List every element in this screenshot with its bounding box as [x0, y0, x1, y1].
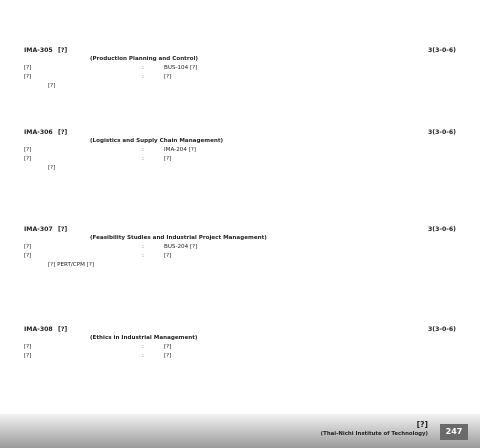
colon: : [142, 244, 144, 250]
prerequisite-row [24, 146, 456, 155]
corequisite-label: [?] [24, 253, 32, 259]
corequisite-row [24, 352, 456, 361]
prerequisite-value: BUS-104 [?] [164, 65, 198, 71]
prerequisite-label: [?] [24, 65, 32, 71]
course-code: IMA-308 [24, 326, 53, 333]
corequisite-value: [?] [164, 253, 172, 259]
institute-name-en: (Thai-Nichi Institute of Technology) [320, 431, 428, 437]
course-title-en: (Logistics and Supply Chain Management) [90, 138, 224, 144]
corequisite-value: [?] [164, 353, 172, 359]
colon: : [142, 147, 144, 153]
course-title-en: (Ethics in Industrial Management) [90, 335, 198, 341]
course-title-th: [?] [58, 226, 68, 233]
prerequisite-row [24, 343, 456, 352]
course-description: [?] [48, 83, 56, 89]
course-credits: 3(3-0-6) [427, 326, 456, 333]
course-header [24, 225, 456, 234]
course-code: IMA-305 [24, 47, 53, 54]
corequisite-label: [?] [24, 353, 32, 359]
course-header [24, 128, 456, 137]
course-block [24, 46, 456, 91]
corequisite-row [24, 155, 456, 164]
prerequisite-value: IMA-204 [?] [164, 147, 196, 153]
prerequisite-label: [?] [24, 344, 32, 350]
colon: : [142, 156, 144, 162]
course-credits: 3(3-0-6) [427, 129, 456, 136]
course-title-th: [?] [58, 47, 68, 54]
corequisite-label: [?] [24, 74, 32, 80]
course-credits: 3(3-0-6) [427, 47, 456, 54]
course-block [24, 325, 456, 361]
colon: : [142, 74, 144, 80]
colon: : [142, 65, 144, 71]
prerequisite-row [24, 243, 456, 252]
colon: : [142, 253, 144, 259]
corequisite-row [24, 252, 456, 261]
course-block [24, 225, 456, 270]
prerequisite-row [24, 64, 456, 73]
institute-name [321, 420, 428, 438]
corequisite-value: [?] [164, 156, 172, 162]
course-code: IMA-307 [24, 226, 53, 233]
course-description: [?] [48, 165, 56, 171]
prerequisite-label: [?] [24, 147, 32, 153]
corequisite-value: [?] [164, 74, 172, 80]
colon: : [142, 344, 144, 350]
course-title-th: [?] [58, 129, 68, 136]
course-header [24, 325, 456, 334]
page-number: 247 [440, 424, 468, 440]
colon: : [142, 353, 144, 359]
course-header [24, 46, 456, 55]
corequisite-row [24, 73, 456, 82]
course-code: IMA-306 [24, 129, 53, 136]
prerequisite-label: [?] [24, 244, 32, 250]
prerequisite-value: BUS-204 [?] [164, 244, 198, 250]
course-block [24, 128, 456, 173]
course-title-th: [?] [58, 326, 68, 333]
course-description: [?] PERT/CPM [?] [48, 262, 95, 268]
corequisite-label: [?] [24, 156, 32, 162]
page-footer [0, 414, 480, 448]
course-title-en: (Production Planning and Control) [90, 56, 198, 62]
course-credits: 3(3-0-6) [427, 226, 456, 233]
institute-name-th: [?] [416, 420, 428, 429]
prerequisite-value: [?] [164, 344, 172, 350]
course-title-en: (Feasibility Studies and Industrial Project Management) [90, 235, 267, 241]
